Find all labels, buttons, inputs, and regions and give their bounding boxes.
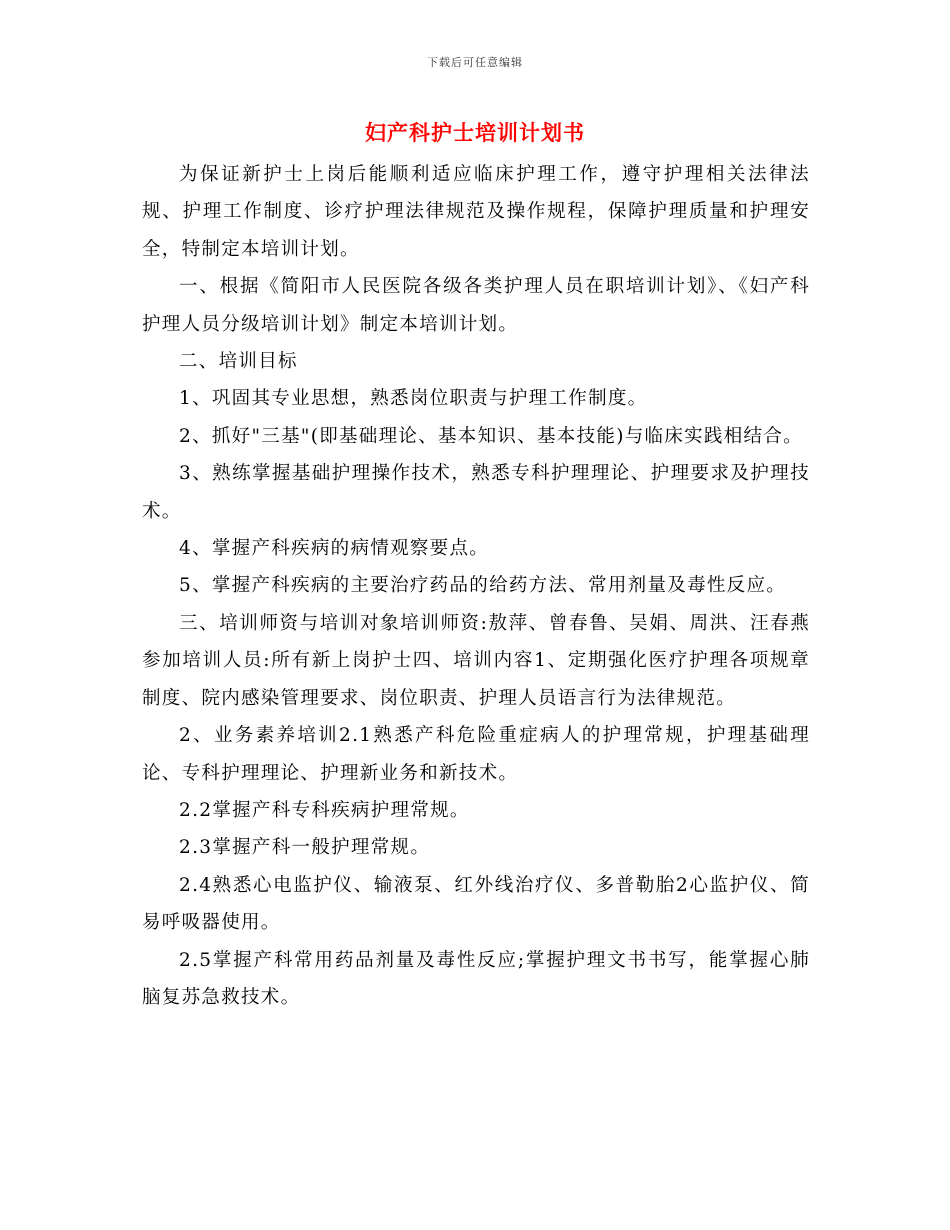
goal-item-1: 1、巩固其专业思想，熟悉岗位职责与护理工作制度。 [179,388,648,410]
paragraph-basis: 一、根据《简阳市人民医院各级各类护理人员在职培训计划》、《妇产科护理人员分级培训计划》制定本培训计划。 [142,276,810,335]
content-item-2-5: 2.5掌握产科常用药品剂量及毒性反应;掌握护理文书书写，能掌握心肺脑复苏急救技术。 [142,949,810,1008]
goal-item-4: 4、掌握产科疾病的病情观察要点。 [179,538,490,560]
paragraph-teachers-and-content: 三、培训师资与培训对象培训师资:敖萍、曾春鲁、吴娟、周洪、汪春燕参加培训人员:所有新上岗护士四、培训内容1、定期强化医疗护理各项规章制度、院内感染管理要求、岗位职责、护理人员语言行为法律规范。 [142,612,810,709]
content-item-2-4: 2.4熟悉心电监护仪、输液泵、红外线治疗仪、多普勒胎2心监护仪、简易呼吸器使用。 [142,874,810,934]
heading-training-goals: 二、培训目标 [179,351,298,373]
header-note: 下载后可任意编辑 [427,56,523,69]
goal-item-2: 2、抓好"三基"(即基础理论、基本知识、基本技能)与临床实践相结合。 [179,425,803,447]
document-title: 妇产科护士培训计划书 [365,120,585,145]
content-item-2-2: 2.2掌握产科专科疾病护理常规。 [179,799,470,821]
document-body [142,156,810,1016]
goal-item-3: 3、熟练掌握基础护理操作技术，熟悉专科护理理论、护理要求及护理技术。 [142,463,810,522]
content-item-2: 2、业务素养培训2.1熟悉产科危险重症病人的护理常规，护理基础理论、专科护理理论、护理新业务和新技术。 [142,725,810,784]
paragraph-intro: 为保证新护士上岗后能顺利适应临床护理工作，遵守护理相关法律法规、护理工作制度、诊疗护理法律规范及操作规程，保障护理质量和护理安全，特制定本培训计划。 [142,164,810,260]
goal-item-5: 5、掌握产科疾病的主要治疗药品的给药方法、常用剂量及毒性反应。 [179,575,787,597]
content-item-2-3: 2.3掌握产科一般护理常规。 [179,837,431,859]
